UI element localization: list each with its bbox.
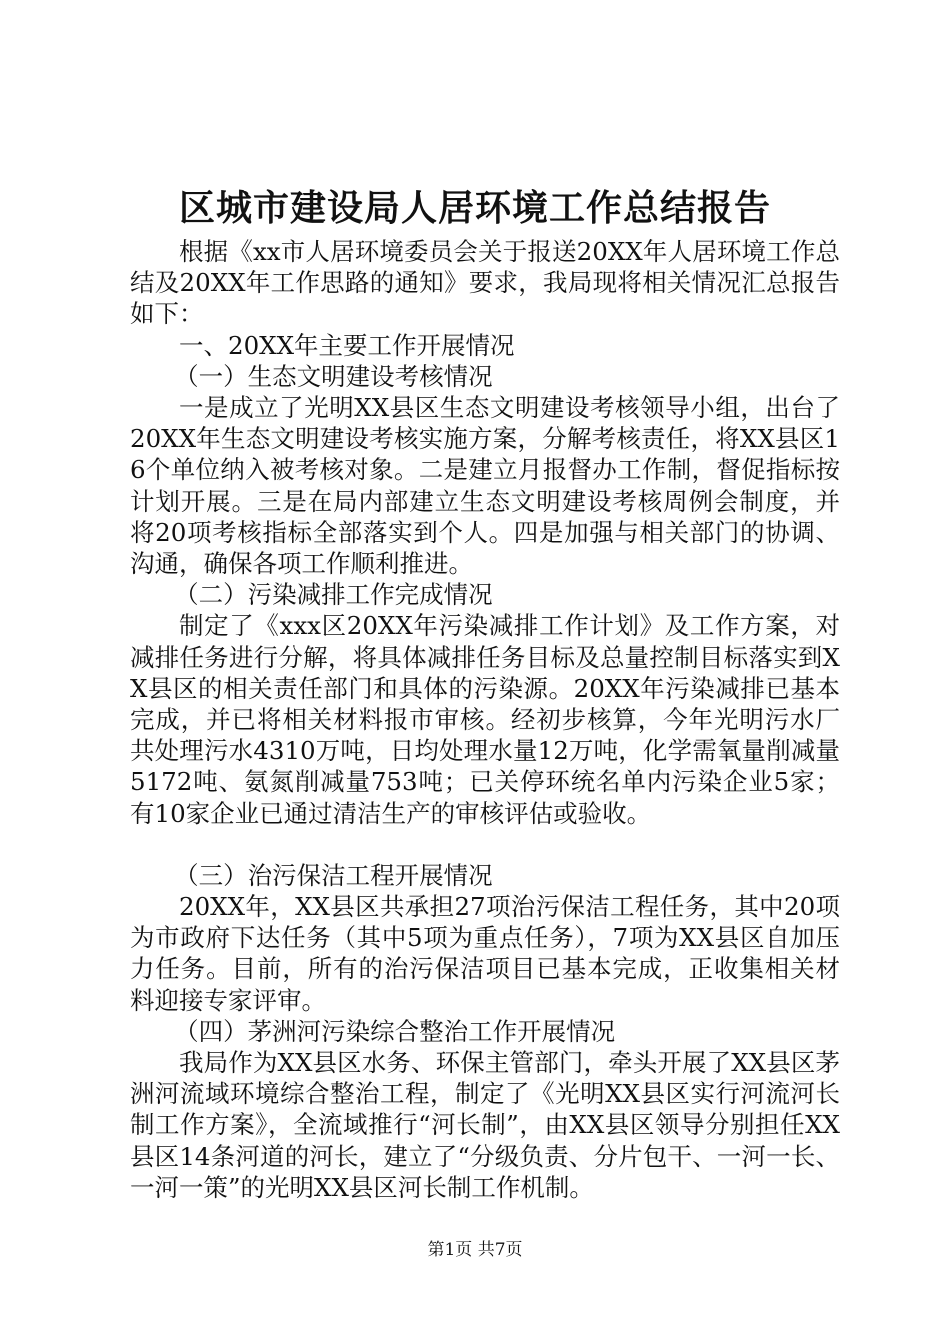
subsection-heading-1: （一）生态文明建设考核情况 <box>174 361 493 391</box>
intro-paragraph: 根据《xx市人居环境委员会关于报送20XX年人居环境工作总结及20XX年工作思路的通知》要求，我局现将相关情况汇总报告如下： <box>130 237 840 329</box>
subsection-heading-4: （四）茅洲河污染综合整治工作开展情况 <box>174 1016 616 1046</box>
body-paragraph-2: 制定了《xxx区20XX年污染减排工作计划》及工作方案，对减排任务进行分解，将具体减排任务目标及总量控制目标落实到XX县区的相关责任部门和具体的污染源。20XX年污染减排已基本完成，并已将相关材料报市审核。经初步核算，今年光明污水厂共处理污水4310万吨，日均处理水量12万吨，化学需氧量削减量5172吨、氨氮削减量753吨；已关停环统名单内污染企业5家；有10家企业已通过清洁生产的审核评估或验收。 <box>130 611 840 828</box>
subsection-heading-3: （三）治污保洁工程开展情况 <box>174 860 493 890</box>
paragraph-spacer <box>130 829 840 860</box>
document-body <box>130 236 840 1203</box>
subsection-heading-2: （二）污染减排工作完成情况 <box>174 580 493 610</box>
body-paragraph-3: 20XX年，XX县区共承担27项治污保洁工程任务，其中20项为市政府下达任务（其中5项为重点任务），7项为XX县区自加压力任务。目前，所有的治污保洁项目已基本完成，正收集相关材料迎接专家评审。 <box>130 892 840 1015</box>
body-paragraph-1: 一是成立了光明XX县区生态文明建设考核领导小组，出台了20XX年生态文明建设考核实施方案，分解考核责任，将XX县区16个单位纳入被考核对象。二是建立月报督办工作制，督促指标按计划开展。三是在局内部建立生态文明建设考核周例会制度，并将20项考核指标全部落实到个人。四是加强与相关部门的协调、沟通，确保各项工作顺利推进。 <box>130 393 840 579</box>
body-paragraph-4: 我局作为XX县区水务、环保主管部门，牵头开展了XX县区茅洲河流域环境综合整治工程，制定了《光明XX县区实行河流河长制工作方案》，全流域推行“河长制”，由XX县区领导分别担任XX县区14条河道的河长，建立了“分级负责、分片包干、一河一长、一河一策”的光明XX县区河长制工作机制。 <box>130 1048 840 1202</box>
page-footer: 第1页 共7页 <box>427 1240 523 1260</box>
document-title: 区城市建设局人居环境工作总结报告 <box>178 187 771 229</box>
section-heading-1: 一、20XX年主要工作开展情况 <box>179 330 515 360</box>
